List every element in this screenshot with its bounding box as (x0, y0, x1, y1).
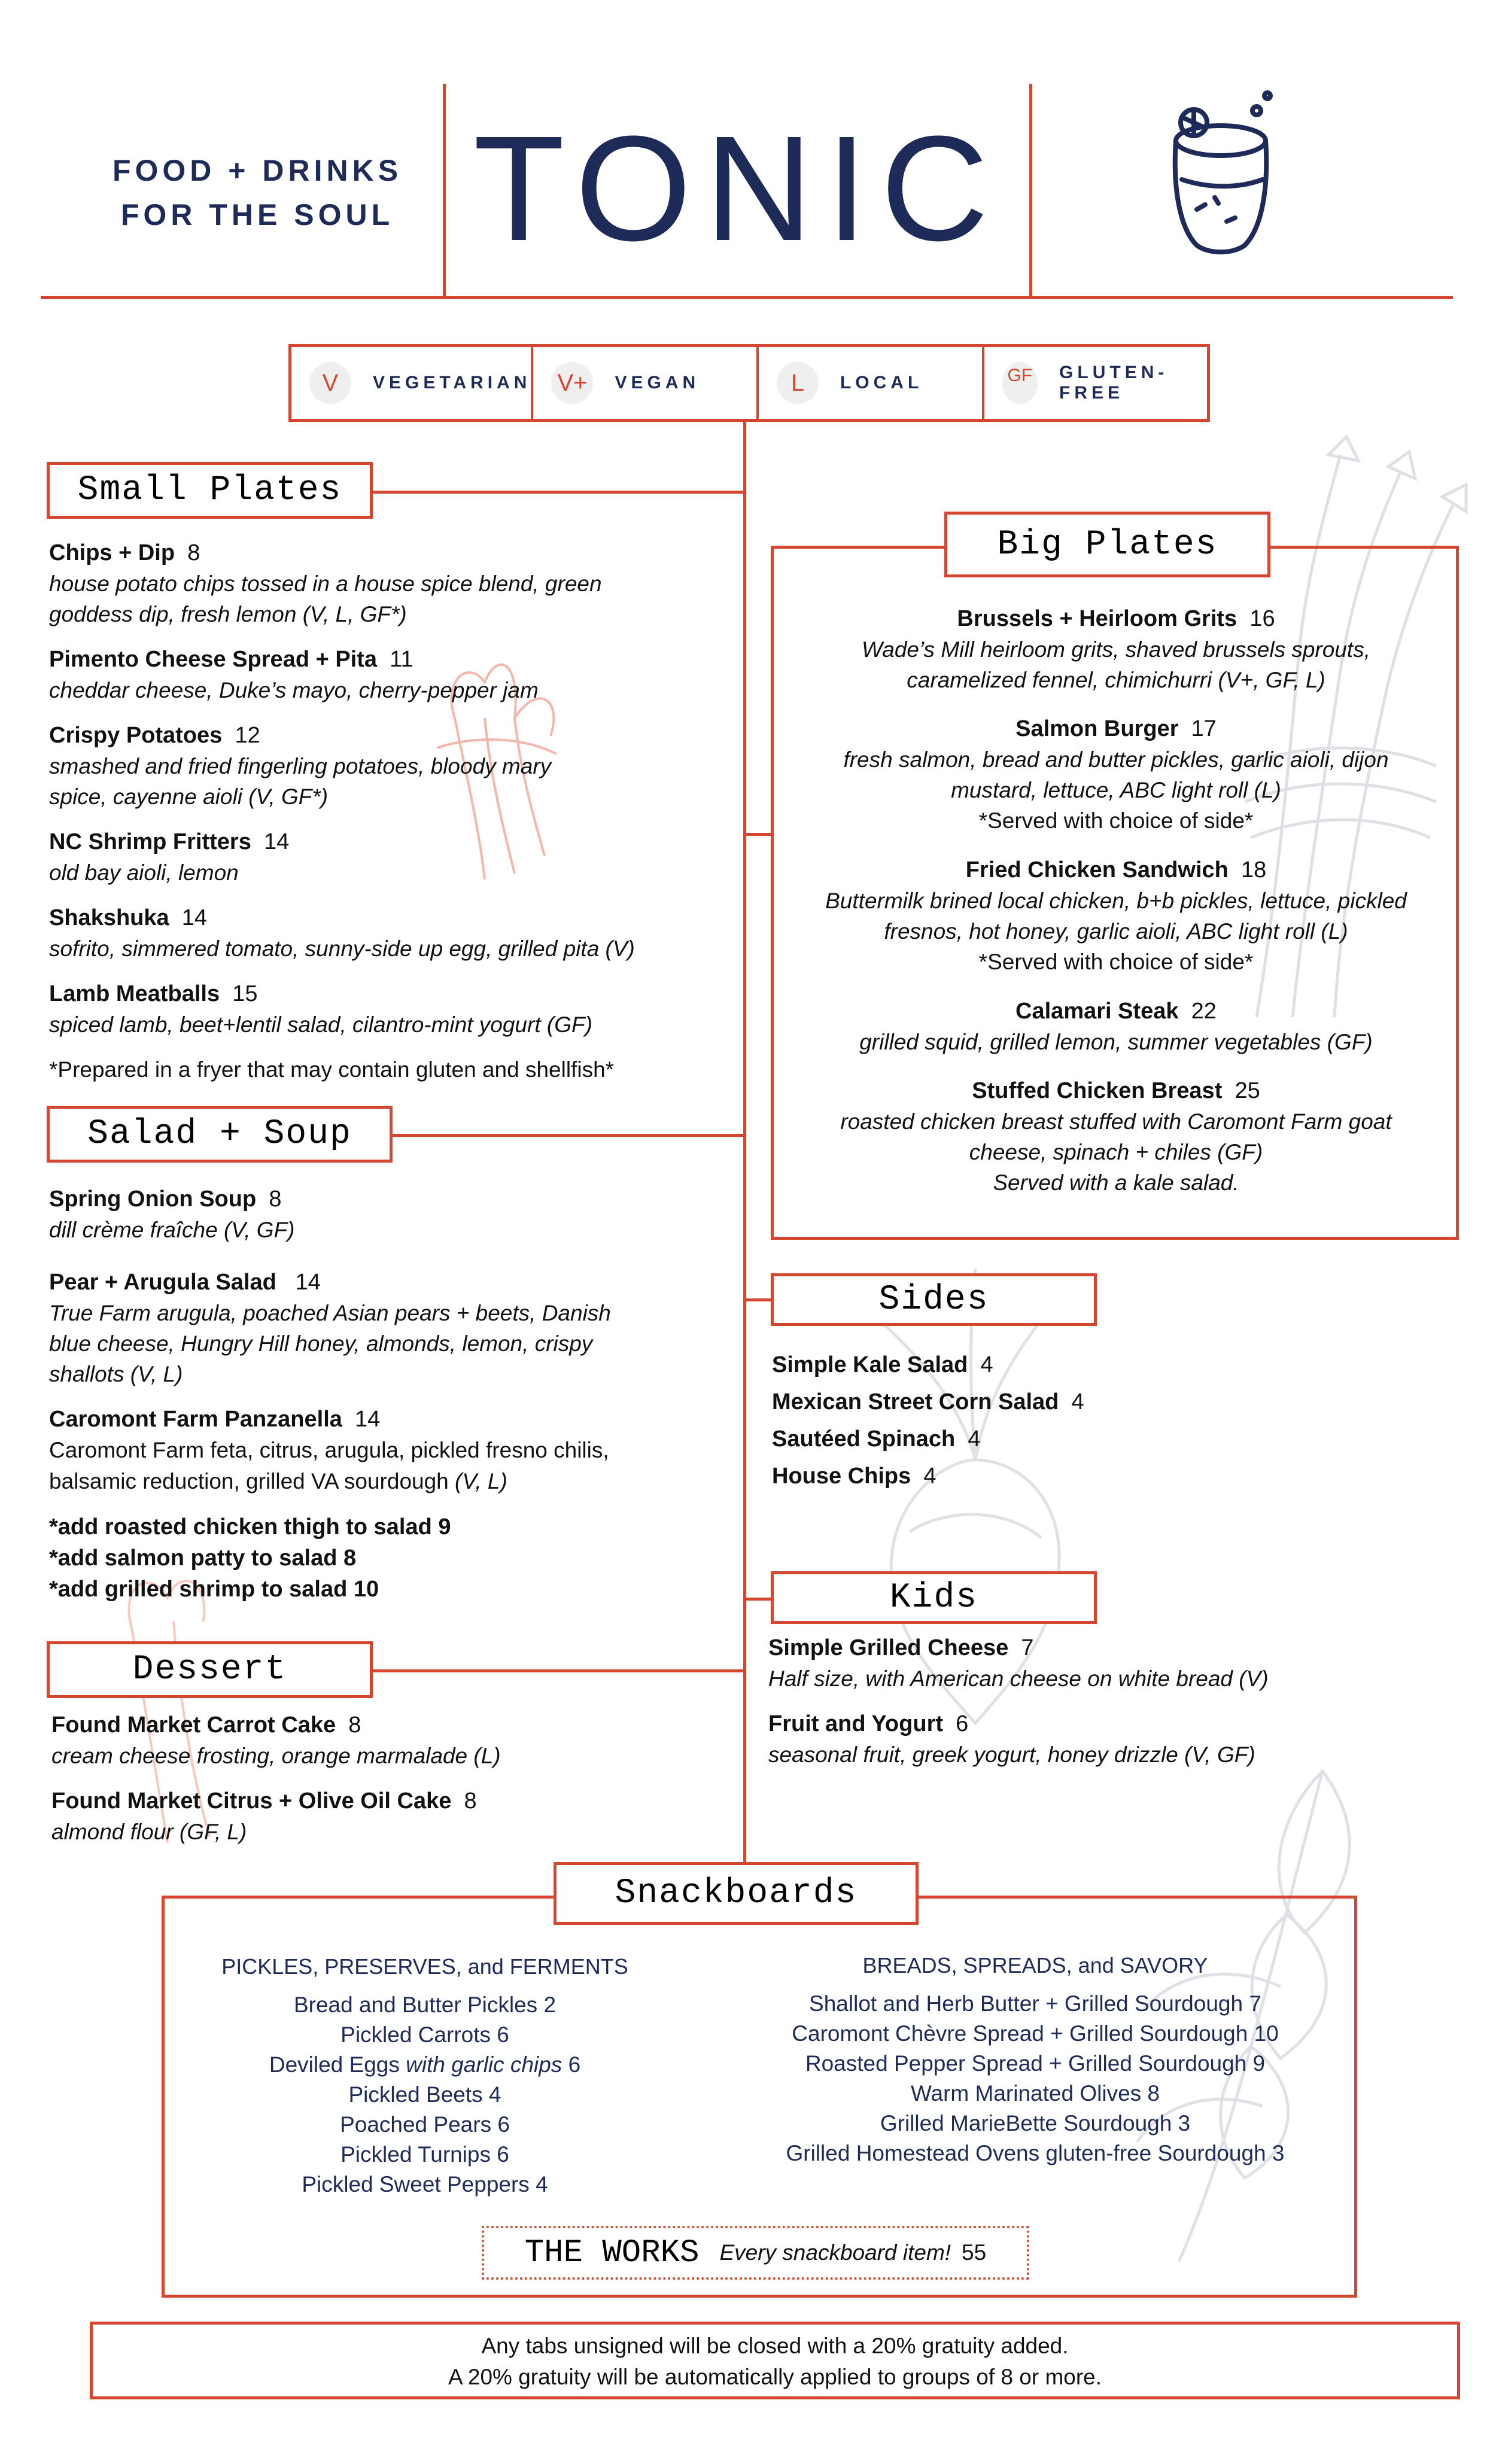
connector-small-plates (371, 491, 745, 494)
item-name: Pimento Cheese Spread + Pita (49, 647, 378, 672)
item-name: Fruit and Yogurt (768, 1711, 944, 1736)
kids-list (768, 1632, 1457, 1784)
item-price: 14 (355, 1407, 381, 1432)
side-item (772, 1458, 1310, 1495)
item-price: 4 (923, 1464, 936, 1489)
the-works-title: THE WORKS (524, 2234, 700, 2271)
item-price: 8 (348, 1712, 361, 1738)
snack-breads-column (730, 1951, 1340, 2168)
item-price: 14 (263, 829, 290, 854)
small-plates-list (49, 537, 737, 1085)
item-description: old bay aioli, lemon (49, 860, 239, 885)
small-plates-heading: Small Plates (47, 462, 373, 519)
item-name: Spring Onion Soup (49, 1187, 257, 1212)
item-price: 8 (269, 1187, 282, 1212)
legend-local (759, 347, 984, 419)
snack-item: Caromont Chèvre Spread + Grilled Sourdough 10 (792, 2021, 1279, 2046)
connector-salad-soup (392, 1134, 745, 1137)
salad-soup-list (49, 1184, 737, 1605)
snack-item: Pickled Carrots 6 (340, 2022, 509, 2047)
menu-item (49, 978, 737, 1040)
big-plates-list (778, 603, 1454, 1212)
item-name: Stuffed Chicken Breast (972, 1078, 1223, 1103)
item-description: almond flour (GF, L) (51, 1820, 247, 1844)
item-description: roasted chicken breast stuffed with Caromont Farm goat cheese, spinach + chiles (GF) (840, 1109, 1392, 1164)
snack-item: Grilled Homestead Ovens gluten-free Sourdough 3 (786, 2141, 1285, 2165)
legend-label: VEGETARIAN (373, 373, 531, 393)
item-name: Simple Kale Salad (772, 1352, 968, 1377)
menu-item (768, 1632, 1457, 1694)
item-price: 4 (1071, 1389, 1084, 1414)
menu-item (778, 1075, 1454, 1198)
item-price: 8 (187, 540, 200, 565)
snack-item: Pickled Sweet Peppers 4 (302, 2172, 548, 2197)
snack-item-price: 6 (562, 2052, 581, 2077)
item-price: 16 (1249, 606, 1275, 631)
header-divider-right (1029, 84, 1032, 299)
the-works-price: 55 (962, 2240, 987, 2265)
brand-title: TONIC (473, 105, 1002, 272)
snack-item: Roasted Pepper Spread + Grilled Sourdough 9 (805, 2051, 1266, 2076)
item-description: cream cheese frosting, orange marmalade (L) (51, 1744, 501, 1768)
snack-item-note: with garlic chips (406, 2052, 562, 2077)
menu-item (51, 1785, 734, 1847)
item-name: Chips + Dip (49, 540, 175, 565)
gratuity-line-2: A 20% gratuity will be automatically applied to groups of 8 or more. (448, 2365, 1102, 2389)
snack-pickles-column (197, 1952, 652, 2200)
item-name: Pear + Arugula Salad (49, 1270, 276, 1295)
item-name: Found Market Citrus + Olive Oil Cake (51, 1788, 452, 1814)
menu-item (51, 1709, 734, 1771)
snack-item: Grilled MarieBette Sourdough 3 (880, 2111, 1191, 2136)
connector-kids (743, 1598, 773, 1601)
item-price: 15 (232, 981, 258, 1006)
the-works-description: Every snackboard item! (719, 2240, 951, 2265)
item-price: 22 (1191, 999, 1217, 1024)
snackboards-heading: Snackboards (554, 1862, 919, 1925)
menu-item (49, 720, 737, 812)
addon-salmon: *add salmon patty to salad 8 (49, 1546, 357, 1571)
item-name: House Chips (772, 1464, 911, 1489)
salad-soup-heading: Salad + Soup (47, 1106, 393, 1163)
gratuity-line-1: Any tabs unsigned will be closed with a 20% gratuity added. (481, 2334, 1069, 2358)
legend-label: VEGAN (615, 373, 700, 393)
item-name: Brussels + Heirloom Grits (957, 606, 1237, 631)
menu-item (778, 854, 1454, 978)
big-plates-heading: Big Plates (944, 512, 1270, 577)
vegan-badge: V+ (551, 362, 593, 404)
sides-heading: Sides (771, 1273, 1097, 1326)
item-price: 4 (968, 1426, 981, 1452)
snack-item: Poached Pears 6 (340, 2112, 510, 2137)
legend-label: GLUTEN-FREE (1059, 363, 1169, 403)
header-rule (41, 296, 1453, 299)
gluten-free-badge: GF (1002, 362, 1038, 404)
item-description: fresh salmon, bread and butter pickles, garlic aioli, dijon mustard, lettuce, ABC light roll (L) (843, 747, 1389, 802)
item-price: 11 (390, 647, 413, 672)
addon-chicken: *add roasted chicken thigh to salad 9 (49, 1514, 451, 1540)
connector-big-plates (743, 833, 773, 836)
dessert-heading: Dessert (47, 1641, 373, 1698)
snack-item: Warm Marinated Olives 8 (910, 2081, 1160, 2106)
item-price: 14 (295, 1270, 321, 1295)
dietary-legend (288, 344, 1210, 422)
item-description: spiced lamb, beet+lentil salad, cilantro-mint yogurt (GF) (49, 1012, 592, 1037)
menu-item (49, 1267, 737, 1389)
menu-item (49, 826, 737, 888)
tagline-line-1: FOOD + DRINKS (112, 154, 403, 187)
connector-sides (743, 1298, 773, 1301)
menu-item (49, 1404, 737, 1497)
item-note: *Served with choice of side* (978, 950, 1254, 974)
item-price: 25 (1234, 1078, 1260, 1103)
item-name: NC Shrimp Fritters (49, 829, 251, 854)
item-name: Fried Chicken Sandwich (965, 857, 1229, 883)
item-note: Served with a kale salad. (993, 1170, 1239, 1195)
snack-item: Pickled Turnips 6 (340, 2142, 509, 2167)
snack-item: Bread and Butter Pickles 2 (293, 1993, 557, 2017)
legend-gluten-free (984, 347, 1208, 419)
item-description: Half size, with American cheese on white bread (V) (768, 1666, 1269, 1691)
item-note: *Served with choice of side* (978, 808, 1254, 833)
snack-pickles-heading: PICKLES, PRESERVES, and FERMENTS (221, 1954, 628, 1979)
item-description: house potato chips tossed in a house spice blend, green goddess dip, fresh lemon (V, L, GF*) (49, 571, 602, 626)
item-tags: (V, L) (455, 1469, 507, 1493)
item-name: Mexican Street Corn Salad (772, 1389, 1059, 1414)
item-price: 6 (956, 1711, 969, 1736)
addon-shrimp: *add grilled shrimp to salad 10 (49, 1577, 379, 1602)
item-price: 12 (235, 723, 260, 748)
item-description: sofrito, simmered tomato, sunny-side up egg, grilled pita (V) (49, 936, 635, 961)
item-description: True Farm arugula, poached Asian pears + beets, Danish blue cheese, Hungry Hill honey, almonds, lemon, crispy shallots (V, L) (49, 1301, 611, 1386)
item-price: 4 (980, 1352, 993, 1377)
connector-dessert (372, 1669, 745, 1672)
vegetarian-badge: V (309, 362, 351, 404)
item-name: Caromont Farm Panzanella (49, 1407, 342, 1432)
menu-item (768, 1708, 1457, 1770)
snack-item: Shallot and Herb Butter + Grilled Sourdough 7 (809, 1991, 1261, 2016)
menu-item (49, 644, 737, 705)
tagline (90, 148, 425, 237)
snack-breads-heading: BREADS, SPREADS, and SAVORY (862, 1953, 1208, 1978)
tagline-line-2: FOR THE SOUL (120, 198, 394, 232)
item-price: 18 (1241, 857, 1267, 883)
item-price: 8 (464, 1788, 477, 1814)
item-description: smashed and fried fingerling potatoes, bloody mary spice, cayenne aioli (V, GF*) (49, 754, 552, 809)
item-name: Found Market Carrot Cake (51, 1712, 336, 1738)
local-badge: L (777, 362, 819, 404)
item-description: Wade’s Mill heirloom grits, shaved brussels sprouts, caramelized fennel, chimichurri (V+, GF, L) (862, 637, 1370, 692)
gratuity-notice (90, 2322, 1460, 2399)
the-works-callout (482, 2226, 1029, 2280)
sides-list (772, 1346, 1310, 1495)
side-item (772, 1383, 1310, 1420)
item-description: grilled squid, grilled lemon, summer vegetables (GF) (859, 1030, 1373, 1054)
menu-item (778, 603, 1454, 695)
item-name: Sautéed Spinach (772, 1426, 956, 1452)
snack-item: Pickled Beets 4 (348, 2082, 501, 2107)
item-name: Salmon Burger (1015, 716, 1179, 741)
item-description: dill crème fraîche (V, GF) (49, 1218, 295, 1242)
menu-item (778, 713, 1454, 836)
dessert-list (51, 1709, 734, 1861)
kids-heading: Kids (771, 1571, 1097, 1624)
item-name: Lamb Meatballs (49, 981, 220, 1006)
legend-vegetarian (291, 347, 533, 419)
legend-vegan (533, 347, 759, 419)
item-name: Calamari Steak (1015, 999, 1179, 1024)
item-description: Buttermilk brined local chicken, b+b pickles, lettuce, pickled fresnos, hot honey, garlic aioli, ABC light roll (L) (825, 889, 1407, 944)
fryer-note: *Prepared in a fryer that may contain gluten and shellfish* (49, 1057, 615, 1082)
menu-item (49, 1184, 737, 1245)
item-name: Simple Grilled Cheese (768, 1635, 1009, 1660)
legend-label: LOCAL (840, 373, 923, 393)
menu-item (49, 537, 737, 629)
snack-item-name: Deviled Eggs (269, 2052, 406, 2077)
side-item (772, 1420, 1310, 1458)
cocktail-glass-icon (1161, 84, 1281, 263)
item-price: 14 (181, 905, 208, 930)
menu-item (778, 996, 1454, 1057)
item-price: 17 (1191, 716, 1217, 741)
menu-item (49, 902, 737, 964)
item-description: Caromont Farm feta, citrus, arugula, pickled fresno chilis, balsamic reduction, grilled VA sourdough (49, 1438, 609, 1493)
item-name: Crispy Potatoes (49, 723, 223, 748)
side-item (772, 1346, 1310, 1383)
item-name: Shakshuka (49, 905, 169, 930)
item-price: 7 (1021, 1635, 1034, 1660)
snack-item (197, 2050, 652, 2080)
item-description: seasonal fruit, greek yogurt, honey drizzle (V, GF) (768, 1742, 1255, 1767)
item-description: cheddar cheese, Duke’s mayo, cherry-pepper jam (49, 678, 539, 702)
